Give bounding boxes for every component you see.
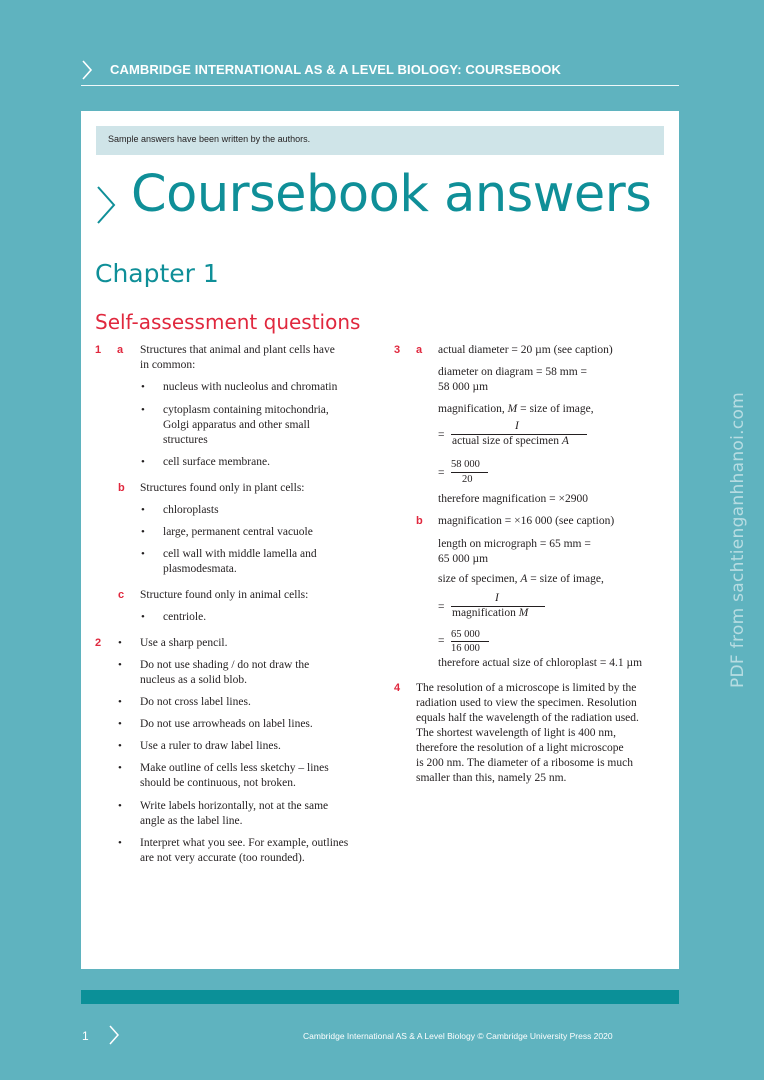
part-letter: c (118, 589, 125, 601)
list-item: are not very accurate (too rounded). (140, 852, 305, 864)
bullet: • (141, 381, 145, 393)
footer-bar (81, 990, 679, 1004)
equals-sign: = (438, 635, 445, 647)
next-page-chevron-icon[interactable] (108, 1024, 120, 1046)
fraction-denominator: 16 000 (451, 643, 480, 654)
header-chevron-icon (80, 58, 94, 82)
answer-line: magnification = ×16 000 (see caption) (438, 515, 615, 527)
fraction-denominator: 20 (462, 474, 473, 485)
answer-line: Structures found only in plant cells: (140, 482, 305, 494)
list-item: cell surface membrane. (163, 456, 270, 468)
answer-line: Structures that animal and plant cells have (140, 344, 335, 356)
authors-note-band (96, 126, 664, 155)
list-item: angle as the label line. (140, 815, 243, 827)
answer-line: therefore the resolution of a light microscope (416, 742, 624, 754)
answer-line: 58 000 µm (438, 381, 489, 393)
fraction-numerator: I (495, 592, 499, 604)
list-item: large, permanent central vacuole (163, 526, 313, 538)
page-title: Coursebook answers (131, 165, 652, 224)
list-item: nucleus with nucleolus and chromatin (163, 381, 338, 393)
answer-line: diameter on diagram = 58 mm = (438, 366, 588, 378)
answer-line: is 200 nm. The diameter of a ribosome is much (416, 757, 633, 769)
bullet: • (118, 718, 122, 730)
bullet: • (118, 800, 122, 812)
bullet: • (118, 637, 122, 649)
question-number: 2 (95, 637, 102, 649)
answer-line: smaller than this, namely 25 nm. (416, 772, 567, 784)
answer-line: size of specimen, A = size of image, (438, 573, 604, 585)
bullet: • (118, 659, 122, 671)
answer-line: therefore actual size of chloroplast = 4.1 µm (438, 657, 643, 669)
fraction-denominator: magnification M (452, 607, 529, 619)
bullet: • (118, 837, 122, 849)
bullet: • (141, 456, 145, 468)
copyright-text: Cambridge International AS & A Level Biology © Cambridge University Press 2020 (303, 1031, 613, 1041)
equals-sign: = (438, 601, 445, 613)
answer-line: in common: (140, 359, 196, 371)
answer-line: magnification, M = size of image, (438, 403, 594, 415)
list-item: plasmodesmata. (163, 563, 237, 575)
page-number: 1 (82, 1029, 89, 1043)
answer-line: The shortest wavelength of light is 400 nm, (416, 727, 616, 739)
list-item: Write labels horizontally, not at the same (140, 800, 329, 812)
question-number: 1 (95, 344, 102, 356)
bullet: • (118, 696, 122, 708)
header-rule (81, 85, 679, 86)
list-item: Interpret what you see. For example, outlines (140, 837, 349, 849)
answer-line: actual diameter = 20 µm (see caption) (438, 344, 613, 356)
list-item: Do not use shading / do not draw the (140, 659, 310, 671)
part-letter: a (117, 344, 124, 356)
fraction-numerator: I (515, 420, 519, 432)
bullet: • (141, 404, 145, 416)
answer-line: 65 000 µm (438, 553, 489, 565)
answer-line: equals half the wavelength of the radiation used. (416, 712, 639, 724)
running-header-title: CAMBRIDGE INTERNATIONAL AS & A LEVEL BIOLOGY: COURSEBOOK (110, 62, 561, 77)
question-number: 3 (394, 344, 401, 356)
answer-line: length on micrograph = 65 mm = (438, 538, 591, 550)
bullet: • (118, 762, 122, 774)
answer-line: radiation used to view the specimen. Resolution (416, 697, 637, 709)
equals-sign: = (438, 467, 445, 479)
chapter-heading: Chapter 1 (95, 259, 219, 288)
bullet: • (141, 526, 145, 538)
question-number: 4 (394, 682, 401, 694)
list-item: cytoplasm containing mitochondria, (163, 404, 329, 416)
part-letter: a (416, 344, 423, 356)
watermark: PDF from sachtienganhhanoi.com (728, 391, 748, 689)
bullet: • (141, 611, 145, 623)
list-item: Do not use arrowheads on label lines. (140, 718, 313, 730)
title-chevron-icon (95, 184, 117, 226)
bullet: • (118, 740, 122, 752)
answer-line: therefore magnification = ×2900 (438, 493, 588, 505)
list-item: Use a sharp pencil. (140, 637, 228, 649)
list-item: chloroplasts (163, 504, 219, 516)
part-letter: b (416, 515, 423, 527)
list-item: Golgi apparatus and other small (163, 419, 310, 431)
list-item: Do not cross label lines. (140, 696, 251, 708)
section-heading: Self-assessment questions (95, 310, 361, 334)
list-item: should be continuous, not broken. (140, 777, 296, 789)
list-item: Use a ruler to draw label lines. (140, 740, 281, 752)
list-item: cell wall with middle lamella and (163, 548, 317, 560)
answer-line: The resolution of a microscope is limited by the (416, 682, 637, 694)
answer-line: Structure found only in animal cells: (140, 589, 309, 601)
list-item: nucleus as a solid blob. (140, 674, 247, 686)
authors-note: Sample answers have been written by the authors. (108, 134, 311, 144)
list-item: Make outline of cells less sketchy – lines (140, 762, 329, 774)
equals-sign: = (438, 429, 445, 441)
fraction-numerator: 58 000 (451, 459, 480, 470)
content-panel (81, 111, 679, 969)
list-item: structures (163, 434, 208, 446)
list-item: centriole. (163, 611, 207, 623)
bullet: • (141, 504, 145, 516)
fraction-denominator: actual size of specimen A (452, 435, 569, 447)
part-letter: b (118, 482, 125, 494)
fraction-numerator: 65 000 (451, 629, 480, 640)
bullet: • (141, 548, 145, 560)
